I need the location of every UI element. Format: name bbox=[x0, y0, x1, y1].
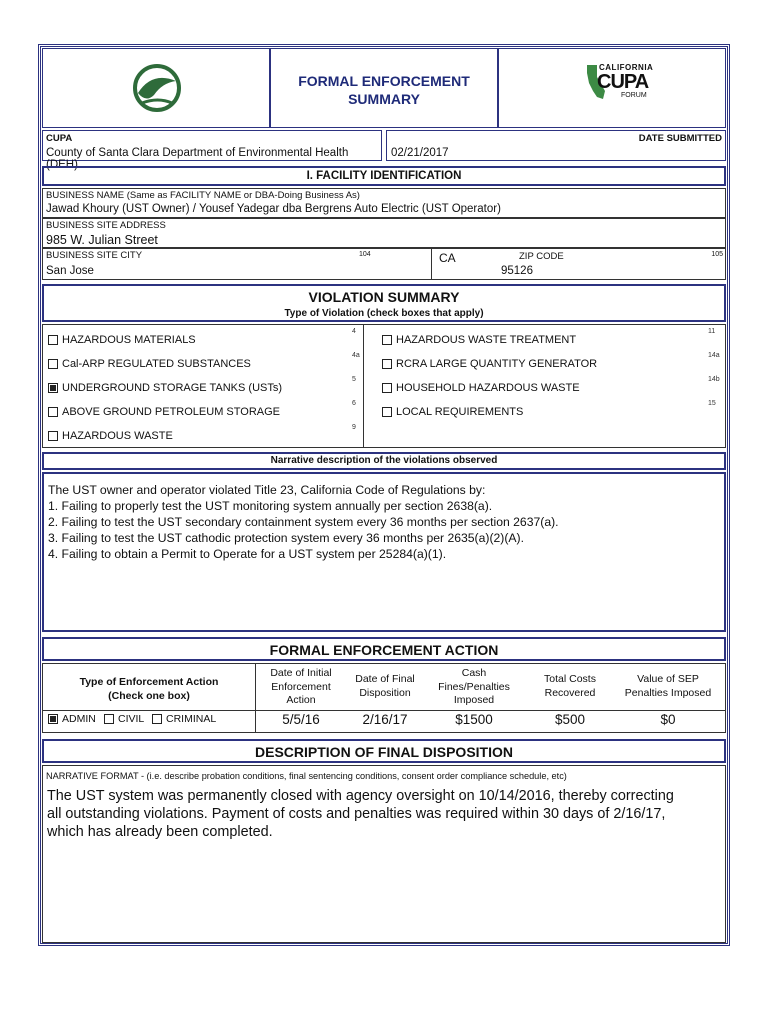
action-column-header-line: Cash bbox=[461, 667, 487, 679]
type-header-line1: Type of Enforcement Action bbox=[79, 676, 219, 688]
narrative-line: 2. Failing to test the UST secondary containment system every 36 months per section 2637(a). bbox=[48, 515, 559, 529]
violation-checkbox[interactable] bbox=[382, 335, 392, 345]
city-row bbox=[42, 248, 726, 280]
action-column-header-line: Enforcement bbox=[271, 680, 331, 693]
violation-option-label: Cal-ARP REGULATED SUBSTANCES bbox=[62, 358, 251, 370]
date-submitted-value: 02/21/2017 bbox=[391, 147, 449, 159]
date-submitted-label: DATE SUBMITTED bbox=[638, 133, 722, 144]
title-cell bbox=[270, 48, 498, 128]
disposition-format-label: NARRATIVE FORMAT - (i.e. describe probation conditions, final sentencing conditions, consent order compliance schedule, etc) bbox=[46, 771, 567, 781]
action-column-header bbox=[256, 667, 346, 708]
violation-divider bbox=[363, 325, 364, 447]
violation-option bbox=[382, 406, 523, 418]
disposition-line: which has already been completed. bbox=[47, 824, 273, 840]
narrative-text bbox=[48, 482, 559, 562]
action-column-header-line: Penalties Imposed bbox=[624, 686, 712, 699]
violation-checkbox[interactable] bbox=[48, 407, 58, 417]
enforcement-type-label: CRIMINAL bbox=[166, 713, 217, 725]
business-name-label: BUSINESS NAME (Same as FACILITY NAME or DBA-Doing Business As) bbox=[46, 190, 360, 201]
logo-right-cell bbox=[498, 48, 726, 128]
enforcement-type-label: ADMIN bbox=[62, 713, 96, 725]
city-divider bbox=[431, 249, 432, 279]
disposition-text bbox=[47, 787, 674, 841]
violation-option bbox=[382, 382, 580, 394]
violation-checkbox[interactable] bbox=[48, 431, 58, 441]
type-header-line2: (Check one box) bbox=[108, 690, 190, 702]
action-section-title: FORMAL ENFORCEMENT ACTION bbox=[269, 642, 499, 658]
enforcement-type-option bbox=[48, 713, 96, 725]
narrative-line: 1. Failing to properly test the UST monitoring system annually per section 2638(a). bbox=[48, 499, 493, 513]
enforcement-type-checkbox[interactable] bbox=[48, 714, 58, 724]
logo-left-cell bbox=[42, 48, 270, 128]
action-column-header-line: Date of Initial bbox=[270, 667, 332, 679]
action-column-value: $1500 bbox=[455, 712, 493, 727]
action-column-header-line: Imposed bbox=[453, 694, 495, 706]
disposition-line: The UST system was permanently closed with agency oversight on 10/14/2016, thereby correcting bbox=[47, 788, 674, 804]
narrative-header-band bbox=[42, 452, 726, 470]
violation-checkbox[interactable] bbox=[382, 359, 392, 369]
cupa-label: CUPA bbox=[46, 133, 73, 144]
enforcement-type-checkbox[interactable] bbox=[104, 714, 114, 724]
facility-section-title: I. FACILITY IDENTIFICATION bbox=[306, 170, 462, 182]
action-column-value: $500 bbox=[554, 712, 586, 727]
narrative-line: 3. Failing to test the UST cathodic protection system every 36 months per 2635(a)(2)(A). bbox=[48, 531, 524, 545]
violation-code-number: 6 bbox=[352, 400, 356, 407]
action-column-header bbox=[616, 673, 720, 700]
action-column-header-line: Total Costs bbox=[544, 673, 596, 685]
action-column-header-line: Disposition bbox=[359, 686, 411, 699]
action-column-header-line: Date of Final bbox=[355, 673, 415, 685]
violation-option bbox=[48, 382, 282, 394]
action-column-header-line: Recovered bbox=[544, 686, 596, 699]
form-title-line1: FORMAL ENFORCEMENT bbox=[298, 73, 470, 89]
violation-option-label: UNDERGROUND STORAGE TANKS (USTs) bbox=[62, 382, 283, 394]
violation-code-number: 4a bbox=[352, 352, 360, 359]
action-column-value: 5/5/16 bbox=[282, 712, 320, 727]
violation-checkbox[interactable] bbox=[48, 335, 58, 345]
disposition-section-title: DESCRIPTION OF FINAL DISPOSITION bbox=[255, 744, 513, 760]
violation-option-label: HAZARDOUS WASTE TREATMENT bbox=[396, 334, 577, 346]
type-header bbox=[43, 675, 255, 703]
disposition-line: all outstanding violations. Payment of costs and penalties was required within 30 days of 2/16/17, bbox=[47, 806, 666, 822]
violation-option-label: HOUSEHOLD HAZARDOUS WASTE bbox=[396, 382, 580, 394]
action-column-header-line: Fines/Penalties bbox=[438, 680, 510, 693]
enforcement-type-label: CIVIL bbox=[118, 713, 145, 725]
narrative-box bbox=[42, 472, 726, 632]
narrative-header: Narrative description of the violations observed bbox=[270, 455, 498, 466]
violation-subtitle: Type of Violation (check boxes that apply) bbox=[284, 308, 484, 319]
business-name-value: Jawad Khoury (UST Owner) / Yousef Yadegar dba Bergrens Auto Electric (UST Operator) bbox=[46, 203, 501, 215]
violation-option bbox=[48, 334, 196, 346]
disposition-box bbox=[42, 765, 726, 943]
city-field-number: 104 bbox=[359, 251, 371, 258]
action-column-header-line: Action bbox=[286, 694, 316, 706]
action-column-header bbox=[342, 673, 428, 700]
violation-option-label: RCRA LARGE QUANTITY GENERATOR bbox=[396, 358, 598, 370]
violation-option bbox=[382, 358, 597, 370]
violation-option-label: HAZARDOUS MATERIALS bbox=[62, 334, 196, 346]
violation-checkbox[interactable] bbox=[48, 383, 58, 393]
address-field bbox=[42, 218, 726, 248]
zip-value: 95126 bbox=[501, 265, 533, 277]
narrative-line: The UST owner and operator violated Title 23, California Code of Regulations by: bbox=[48, 483, 486, 497]
violation-section-title: VIOLATION SUMMARY bbox=[308, 289, 460, 305]
city-value: San Jose bbox=[46, 265, 94, 277]
violation-code-number: 5 bbox=[352, 376, 356, 383]
violation-code-number: 4 bbox=[352, 328, 356, 335]
violation-option bbox=[382, 334, 576, 346]
violation-checkbox[interactable] bbox=[382, 407, 392, 417]
violation-code-number: 14b bbox=[708, 376, 720, 383]
enforcement-type-checkbox[interactable] bbox=[152, 714, 162, 724]
logo-forum-text: FORUM bbox=[621, 92, 647, 99]
zip-label: ZIP CODE bbox=[519, 251, 564, 262]
action-table-rule bbox=[43, 710, 725, 711]
violation-option bbox=[48, 406, 280, 418]
action-section-header bbox=[42, 637, 726, 661]
violation-option bbox=[48, 358, 251, 370]
zip-field-number: 105 bbox=[711, 251, 723, 258]
logo-cupa-text: CUPA bbox=[597, 71, 649, 93]
form-title-line2: SUMMARY bbox=[348, 91, 420, 107]
violation-section-header bbox=[42, 284, 726, 322]
violation-code-number: 14a bbox=[708, 352, 720, 359]
violation-checkbox[interactable] bbox=[382, 383, 392, 393]
facility-section-header bbox=[42, 166, 726, 186]
cupa-value: County of Santa Clara Department of Environmental Health (DEH) bbox=[46, 147, 349, 171]
action-column-value: $0 bbox=[660, 712, 676, 727]
violation-code-number: 11 bbox=[708, 328, 716, 335]
logo-california-text: CALIFORNIA bbox=[599, 63, 654, 72]
enforcement-type-option bbox=[152, 713, 216, 725]
state-value: CA bbox=[439, 251, 456, 265]
action-column-header bbox=[428, 667, 520, 708]
action-column-header bbox=[526, 673, 614, 700]
violation-code-number: 15 bbox=[708, 400, 716, 407]
leaf-globe-logo-icon bbox=[132, 63, 182, 113]
narrative-line: 4. Failing to obtain a Permit to Operate for a UST system per 25284(a)(1). bbox=[48, 547, 447, 561]
address-value: 985 W. Julian Street bbox=[46, 233, 158, 247]
address-label: BUSINESS SITE ADDRESS bbox=[46, 220, 166, 231]
violation-option-label: HAZARDOUS WASTE bbox=[62, 430, 173, 442]
violation-option-label: LOCAL REQUIREMENTS bbox=[396, 406, 524, 418]
violation-option-label: ABOVE GROUND PETROLEUM STORAGE bbox=[62, 406, 281, 418]
violation-checkbox[interactable] bbox=[48, 359, 58, 369]
city-label: BUSINESS SITE CITY bbox=[46, 250, 143, 261]
cupa-field bbox=[42, 130, 382, 171]
business-name-field bbox=[42, 188, 726, 218]
action-column-header-line: Value of SEP bbox=[637, 673, 699, 685]
action-column-value: 2/16/17 bbox=[362, 712, 408, 727]
enforcement-type-option bbox=[104, 713, 144, 725]
violation-option bbox=[48, 430, 173, 442]
disposition-section-header bbox=[42, 739, 726, 763]
date-submitted-field bbox=[386, 130, 726, 161]
violation-code-number: 9 bbox=[352, 424, 356, 431]
